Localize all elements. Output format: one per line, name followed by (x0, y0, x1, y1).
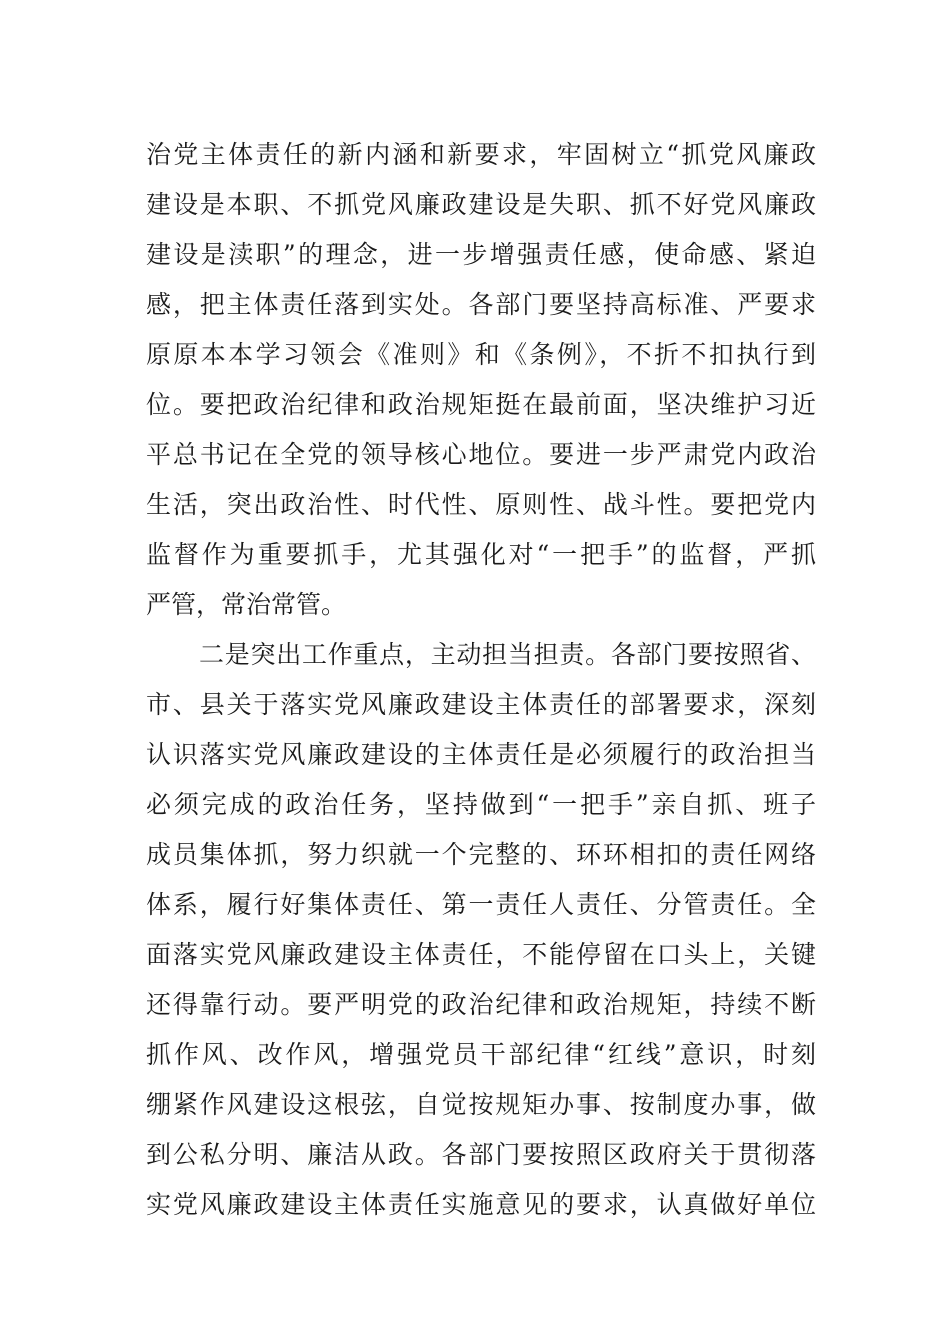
paragraph-line: 实党风廉政建设主体责任实施意见的要求，认真做好单位 (146, 1190, 816, 1219)
document-body (146, 130, 816, 1230)
paragraph-line: 位。要把政治纪律和政治规矩挺在最前面，坚决维护习近 (146, 390, 816, 419)
paragraph-line: 建设是本职、不抓党风廉政建设是失职、抓不好党风廉政 (146, 190, 816, 219)
paragraph-line: 成员集体抓，努力织就一个完整的、环环相扣的责任网络 (146, 840, 816, 869)
paragraph-line: 还得靠行动。要严明党的政治纪律和政治规矩，持续不断 (146, 990, 816, 1019)
paragraph-line: 生活，突出政治性、时代性、原则性、战斗性。要把党内 (146, 490, 816, 519)
paragraph-line: 建设是渎职”的理念，进一步增强责任感，使命感、紧迫 (146, 240, 816, 269)
paragraph-line: 到公私分明、廉洁从政。各部门要按照区政府关于贯彻落 (146, 1140, 816, 1169)
paragraph-line: 认识落实党风廉政建设的主体责任是必须履行的政治担当 (146, 740, 816, 769)
paragraph-1 (146, 130, 816, 630)
paragraph-line: 必须完成的政治任务，坚持做到“一把手”亲自抓、班子 (146, 790, 816, 819)
paragraph-line: 原原本本学习领会《准则》和《条例》，不折不扣执行到 (146, 340, 816, 369)
paragraph-line: 抓作风、改作风，增强党员干部纪律“红线”意识，时刻 (146, 1040, 816, 1069)
paragraph-2 (146, 630, 816, 1230)
paragraph-line: 感，把主体责任落到实处。各部门要坚持高标准、严要求 (146, 290, 816, 319)
paragraph-line: 平总书记在全党的领导核心地位。要进一步严肃党内政治 (146, 440, 816, 469)
paragraph-line: 绷紧作风建设这根弦，自觉按规矩办事、按制度办事，做 (146, 1090, 816, 1119)
paragraph-line: 体系，履行好集体责任、第一责任人责任、分管责任。全 (146, 890, 816, 919)
paragraph-line: 面落实党风廉政建设主体责任，不能停留在口头上，关键 (146, 940, 816, 969)
paragraph-line: 二是突出工作重点，主动担当担责。各部门要按照省、 (199, 640, 816, 669)
paragraph-line: 监督作为重要抓手，尤其强化对“一把手”的监督，严抓 (146, 540, 816, 569)
paragraph-line: 治党主体责任的新内涵和新要求，牢固树立“抓党风廉政 (146, 140, 816, 169)
paragraph-line: 严管，常治常管。 (146, 590, 347, 619)
paragraph-line: 市、县关于落实党风廉政建设主体责任的部署要求，深刻 (146, 690, 816, 719)
